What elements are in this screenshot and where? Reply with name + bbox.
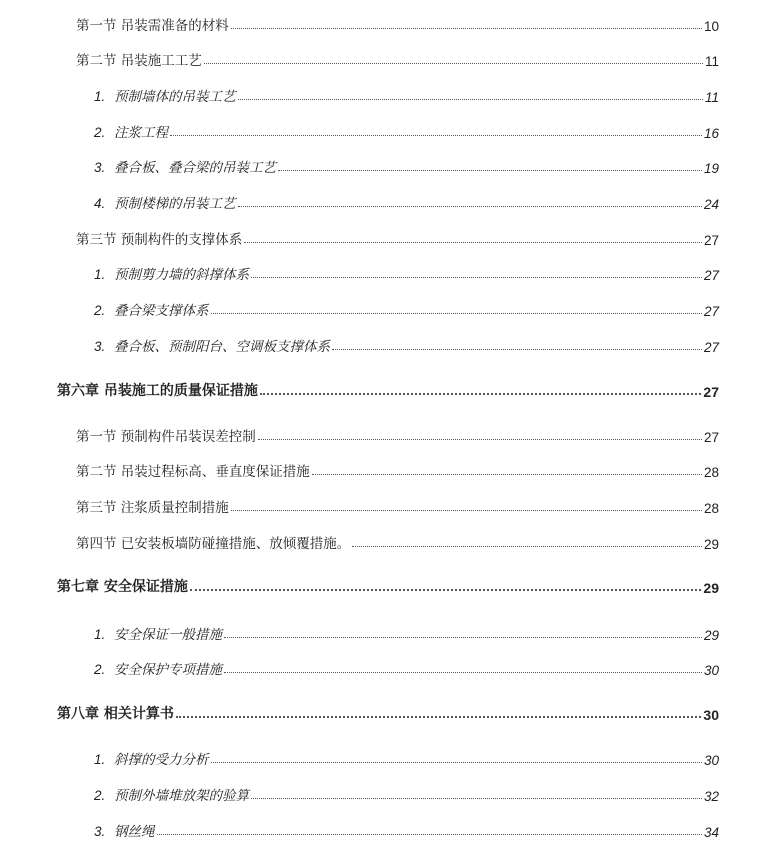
toc-entry-section[interactable]	[0, 10, 779, 34]
toc-entry-section[interactable]	[0, 456, 779, 480]
toc-entry-page: 29	[703, 628, 719, 643]
dot-leader	[176, 716, 702, 718]
toc-entry-title: 安全保护专项措施	[114, 662, 222, 678]
toc-entry-number: 1.	[94, 89, 106, 104]
toc-entry-page: 27	[703, 304, 719, 319]
toc-entry-chapter[interactable]	[0, 376, 779, 400]
dot-leader	[231, 510, 702, 511]
toc-entry-item[interactable]	[0, 117, 779, 141]
toc-entry-number: 2.	[94, 303, 106, 318]
toc-entry-page: 16	[703, 126, 719, 141]
toc-entry-page: 27	[703, 268, 719, 283]
toc-entry-title: 第一节 预制构件吊装误差控制	[76, 429, 256, 445]
toc-entry-number: 4.	[94, 196, 106, 211]
toc-entry-chapter[interactable]	[0, 699, 779, 723]
toc-entry-page: 27	[703, 384, 719, 400]
toc-entry-title: 预制外墙堆放架的验算	[114, 788, 249, 804]
toc-entry-title: 第二节 吊装施工工艺	[76, 53, 202, 69]
toc-entry-title: 叠合板、预制阳台、空调板支撑体系	[114, 339, 330, 355]
toc-entry-number: 2.	[94, 788, 106, 803]
toc-entry-title: 第四节 已安装板墙防碰撞措施、放倾覆措施。	[76, 536, 351, 552]
toc-entry-page: 28	[703, 501, 719, 516]
dot-leader	[211, 313, 702, 314]
toc-entry-item[interactable]	[0, 188, 779, 212]
dot-leader	[258, 439, 702, 440]
toc-entry-page: 30	[703, 753, 719, 768]
dot-leader	[260, 393, 702, 395]
toc-entry-section[interactable]	[0, 421, 779, 445]
toc-entry-page: 30	[703, 707, 719, 723]
toc-entry-item[interactable]	[0, 259, 779, 283]
toc-entry-page: 27	[703, 233, 719, 248]
dot-leader	[352, 546, 702, 547]
dot-leader	[312, 474, 702, 475]
toc-entry-page: 24	[703, 197, 719, 212]
dot-leader	[332, 349, 702, 350]
toc-entry-title: 斜撑的受力分析	[114, 752, 209, 768]
toc-entry-section[interactable]	[0, 45, 779, 69]
toc-entry-number: 3.	[94, 339, 106, 354]
dot-leader	[204, 63, 703, 64]
toc-entry-item[interactable]	[0, 654, 779, 678]
toc-entry-page: 30	[703, 663, 719, 678]
toc-entry-title: 注浆工程	[114, 125, 168, 141]
toc-entry-title: 叠合梁支撑体系	[114, 303, 209, 319]
toc-entry-title: 预制楼梯的吊装工艺	[114, 196, 236, 212]
toc-entry-item[interactable]	[0, 331, 779, 355]
toc-entry-page: 11	[704, 54, 719, 69]
toc-entry-number: 3.	[94, 160, 106, 175]
dot-leader	[170, 135, 702, 136]
toc-entry-chapter[interactable]	[0, 572, 779, 596]
toc-entry-title: 预制墙体的吊装工艺	[114, 89, 236, 105]
toc-entry-item[interactable]	[0, 295, 779, 319]
toc-entry-title: 叠合板、叠合梁的吊装工艺	[114, 160, 276, 176]
dot-leader	[244, 242, 702, 243]
toc-entry-title: 第一节 吊装需准备的材料	[76, 18, 229, 34]
dot-leader	[157, 834, 702, 835]
toc-entry-number: 2.	[94, 662, 106, 677]
toc-entry-item[interactable]	[0, 780, 779, 804]
toc-entry-number: 2.	[94, 125, 106, 140]
toc-entry-page: 34	[703, 825, 719, 840]
dot-leader	[278, 170, 702, 171]
toc-entry-page: 32	[703, 789, 719, 804]
dot-leader	[190, 589, 702, 591]
dot-leader	[224, 637, 702, 638]
toc-entry-page: 28	[703, 465, 719, 480]
dot-leader	[238, 99, 703, 100]
toc-entry-item[interactable]	[0, 816, 779, 840]
dot-leader	[224, 672, 702, 673]
dot-leader	[238, 206, 702, 207]
toc-entry-page: 10	[703, 19, 719, 34]
toc-entry-item[interactable]	[0, 152, 779, 176]
toc-entry-section[interactable]	[0, 492, 779, 516]
toc-entry-page: 29	[703, 580, 719, 596]
toc-entry-page: 11	[704, 90, 719, 105]
toc-entry-title: 第七章 安全保证措施	[57, 579, 188, 595]
toc-entry-title: 第八章 相关计算书	[57, 706, 174, 722]
toc-entry-title: 第二节 吊装过程标高、垂直度保证措施	[76, 464, 310, 480]
dot-leader	[231, 28, 702, 29]
toc-entry-page: 27	[703, 430, 719, 445]
toc-entry-item[interactable]	[0, 619, 779, 643]
toc-entry-number: 1.	[94, 752, 106, 767]
toc-entry-number: 1.	[94, 267, 106, 282]
dot-leader	[251, 798, 702, 799]
dot-leader	[251, 277, 702, 278]
toc-entry-title: 第六章 吊装施工的质量保证措施	[57, 383, 258, 399]
toc-entry-number: 3.	[94, 824, 106, 839]
toc-entry-section[interactable]	[0, 224, 779, 248]
toc-entry-section[interactable]	[0, 528, 779, 552]
toc-entry-item[interactable]	[0, 81, 779, 105]
toc-entry-title: 预制剪力墙的斜撑体系	[114, 267, 249, 283]
toc-entry-title: 安全保证一般措施	[114, 627, 222, 643]
toc-entry-page: 19	[703, 161, 719, 176]
toc-entry-item[interactable]	[0, 744, 779, 768]
toc-entry-page: 29	[703, 537, 719, 552]
toc-entry-title: 第三节 注浆质量控制措施	[76, 500, 229, 516]
toc-entry-page: 27	[703, 340, 719, 355]
toc-entry-title: 第三节 预制构件的支撑体系	[76, 232, 243, 248]
dot-leader	[211, 762, 702, 763]
toc-entry-number: 1.	[94, 627, 106, 642]
toc-entry-title: 钢丝绳	[114, 824, 155, 840]
